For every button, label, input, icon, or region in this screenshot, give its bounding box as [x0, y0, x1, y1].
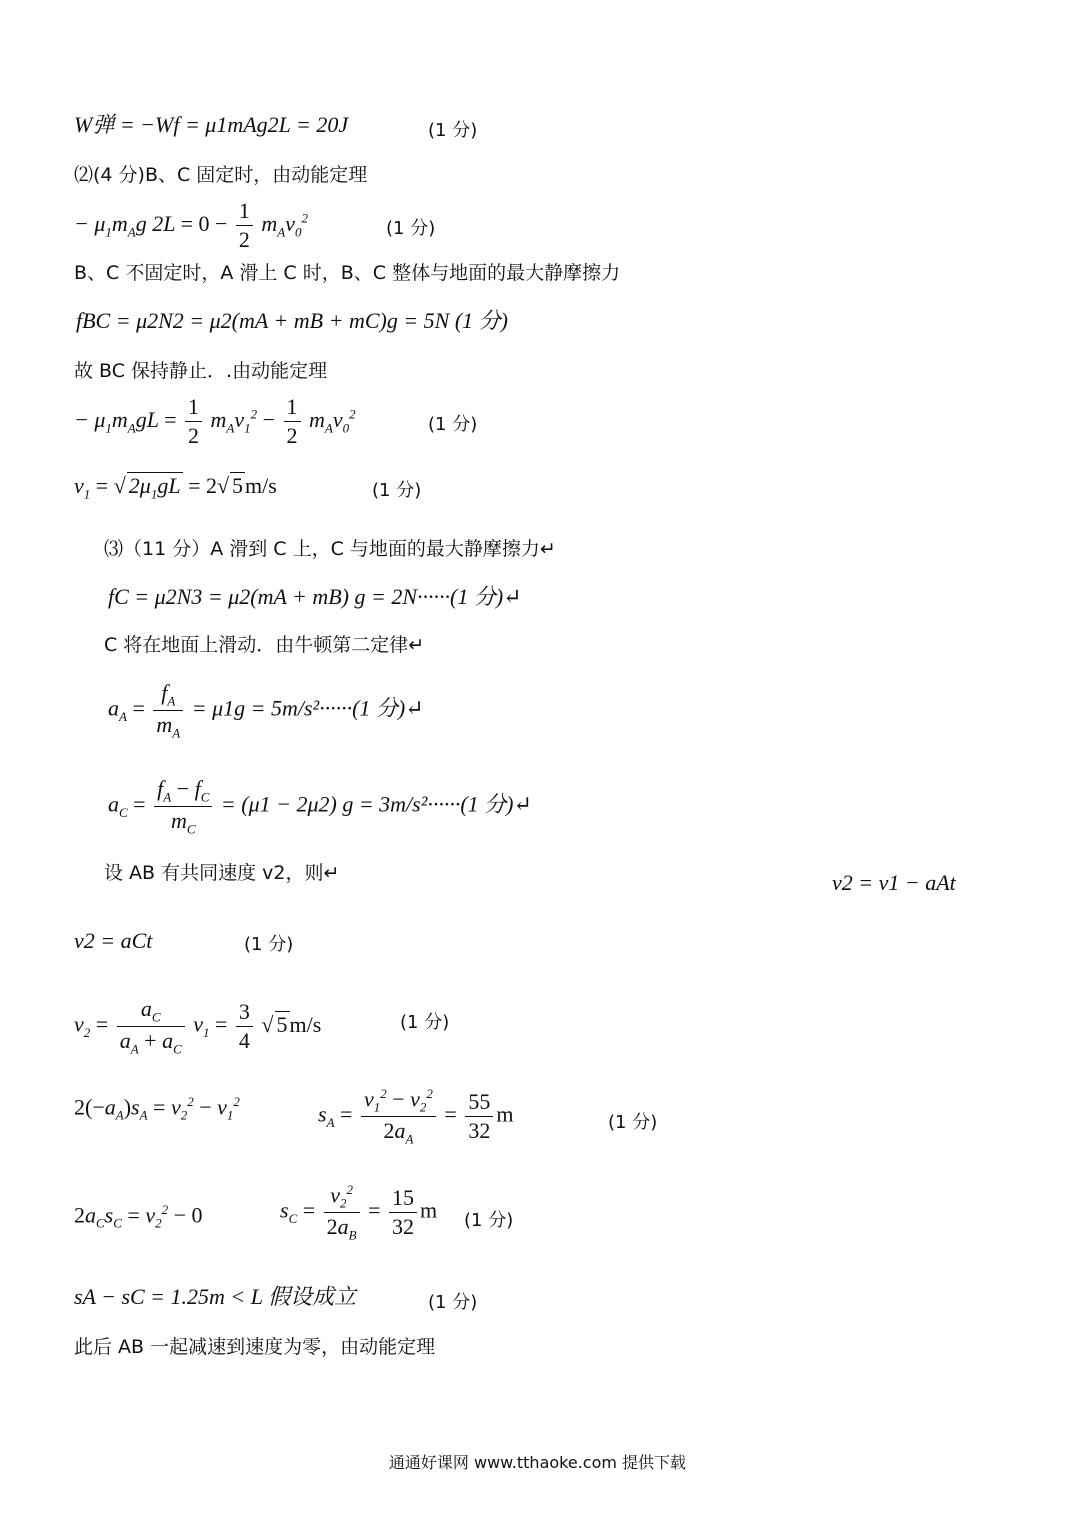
- equation-accel-c: $a_C$ = $\frac{f_A - f_C}{m_C}$ = (μ1 − 2μ2) g = 3m/s²······(1 分)↵: [108, 776, 532, 837]
- equation-friction-bc: fBC = μ2N2 = μ2(mA + mB + mC)g = 5N (1 分): [76, 308, 509, 333]
- equation-energy-fixed: − $\mu_1m_Ag$ 2L = 0 − $\frac{1}{2}$ $m_Av_0^2$: [74, 198, 309, 253]
- score-label: (1 分): [400, 1012, 450, 1033]
- equation-v2-from-ac: v2 = aCt: [74, 928, 153, 953]
- equation-spring-work: [74, 112, 348, 138]
- equation-tail: = μ1g = 5m/s²······(1 分)↵: [191, 695, 424, 721]
- section-2-heading: ⑵(4 分)B、C 固定时，由动能定理: [74, 164, 368, 186]
- paragraph-common-speed: 设 AB 有共同速度 v2，则↵: [104, 862, 340, 884]
- section-3-heading: ⑶（11 分）A 滑到 C 上，C 与地面的最大静摩擦力↵: [104, 538, 556, 560]
- score-label: (1 分): [428, 414, 478, 435]
- equation-tail: = (μ1 − 2μ2) g = 3m/s²······(1 分)↵: [220, 791, 532, 817]
- equation-sc-value: $s_C$ = $\frac{v_2^2}{2a_B}$ = $\frac{15}{32}$ m: [280, 1182, 438, 1243]
- equation-displacement-a: $2(-a_A)s_A = v_2^2 - v_1^2$: [74, 1094, 240, 1123]
- score-label: (1 分): [244, 934, 294, 955]
- equation-sa-value: $s_A$ = $\frac{v_1^2 - v_2^2}{2a_A}$ = $\frac{55}{32}$ m: [318, 1086, 514, 1147]
- equation-v1-value: $v_1$ = √ $2\mu_1gL = 2√$ 5m/s: [74, 473, 277, 502]
- paragraph-not-fixed: B、C 不固定时，A 滑上 C 时，B、C 整体与地面的最大静摩擦力: [74, 262, 621, 284]
- equation-check: sA − sC = 1.25m < L 假设成立: [74, 1284, 357, 1309]
- paragraph-newton: C 将在地面上滑动．由牛顿第二定律↵: [104, 634, 425, 656]
- score-label: (1 分): [386, 218, 436, 239]
- paragraph-after: 此后 AB 一起减速到速度为零，由动能定理: [74, 1336, 436, 1358]
- page-footer: 通通好课网 www.tthaoke.com 提供下载: [388, 1453, 687, 1472]
- score-label: (1 分): [428, 1292, 478, 1313]
- equation-v2-from-v1: v2 = v1 − aAt: [832, 870, 956, 895]
- equation-energy-v1: − $\mu_1m_AgL$ = $\frac{1}{2}$ $m_Av_1^2$ − $\frac{1}{2}$ $m_Av_0^2$: [74, 394, 356, 449]
- equation-friction-c: fC = μ2N3 = μ2(mA + mB) g = 2N······(1 分)↵: [108, 584, 522, 609]
- equation-accel-a: $a_A$ = $\frac{f_A}{m_A}$ = μ1g = 5m/s²······(1 分)↵: [108, 680, 424, 741]
- score-label: (1 分): [372, 480, 422, 501]
- score-label: (1 分): [464, 1210, 514, 1231]
- score-label: (1 分): [608, 1112, 658, 1133]
- equation-v2-value: $v_2$ = $\frac{a_C}{a_A + a_C}$ $v_1$ = $\frac{3}{4}$ √ 5m/s: [74, 996, 322, 1057]
- score-label: (1 分): [428, 120, 478, 141]
- equation-displacement-c: $2a_Cs_C = v_2^2 - 0$: [74, 1202, 203, 1231]
- equation-text: W弹 = −Wf = μ1mAg2L = 20J: [74, 112, 349, 137]
- paragraph-bc-static: 故 BC 保持静止．.由动能定理: [74, 360, 328, 382]
